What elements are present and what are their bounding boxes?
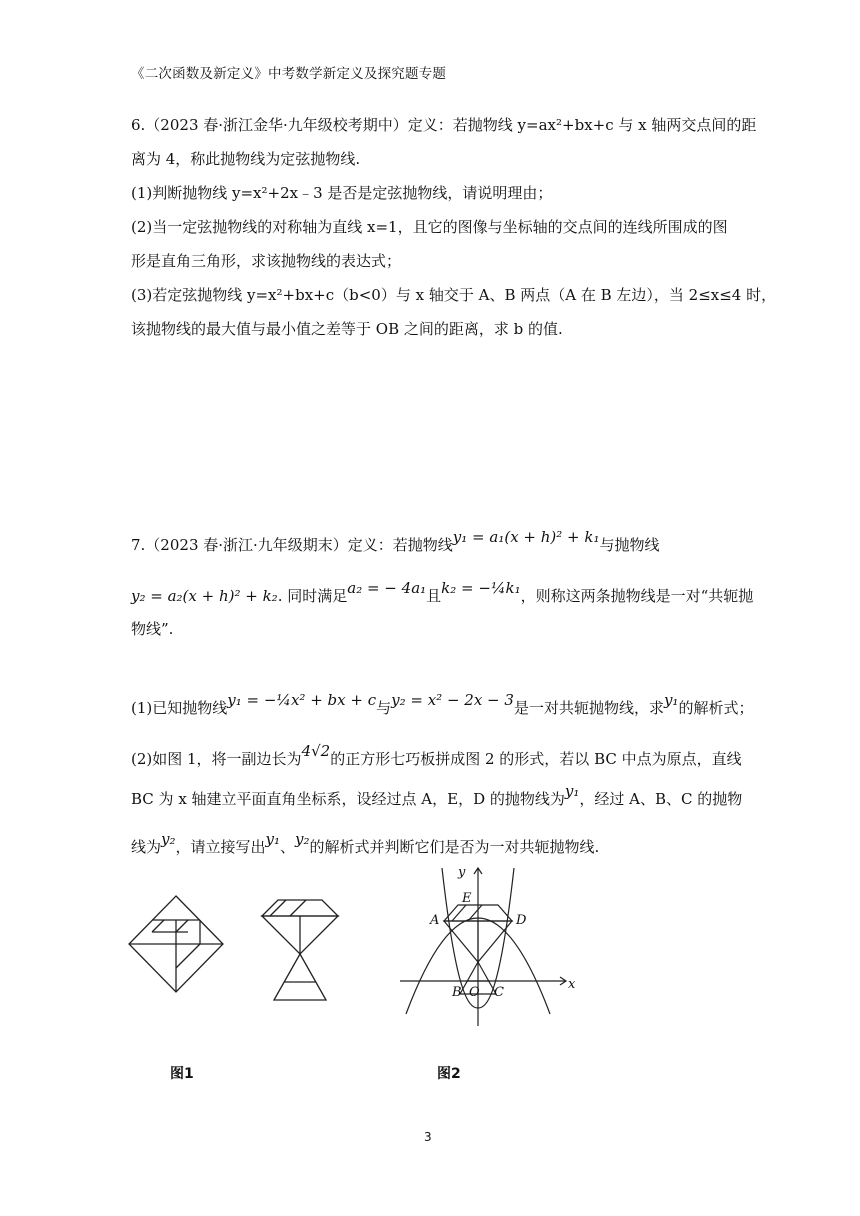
tangram-line: [452, 905, 466, 921]
q7-p2-text-a: (2)如图 1，将一副边长为: [131, 750, 302, 768]
q7-text-b: 且: [426, 587, 442, 605]
q7-part-2-line-3: [131, 830, 600, 857]
figure-1-tangram-goblet: [258, 896, 342, 1004]
q7-p2-l3-text-c: 、: [280, 838, 296, 856]
q7-p2-eq-y2: y₂: [161, 830, 176, 848]
q7-p1-eq-y1b: y₁: [663, 691, 679, 709]
q6-part-3-line-2: 该抛物线的最大值与最小值之差等于 OB 之间的距离，求 b 的值.: [131, 320, 563, 338]
q7-p2-eq-side: 4√2: [301, 742, 331, 760]
q7-text-c: ，则称这两条抛物线是一对“共轭抛: [520, 587, 754, 605]
q7-intro: 7.（2023 春·浙江·九年级期末）定义：若抛物线: [131, 536, 453, 554]
q7-text-a: . 同时满足: [277, 587, 348, 605]
q6-part-2-line-2: 形是直角三角形，求该抛物线的表达式；: [131, 252, 402, 270]
goblet-rim: [262, 900, 338, 916]
q7-part-1: [131, 691, 754, 718]
figure-1-caption: 图1: [170, 1066, 194, 1082]
tangram-line: [152, 920, 164, 932]
q6-part-3-line-1: (3)若定弦抛物线 y=x²+bx+c（b<0）与 x 轴交于 A、B 两点（A 在 B 左边），当 2≤x≤4 时，: [131, 286, 777, 304]
q7-line-1: [131, 528, 660, 555]
q7-p2-l3-text-d: 的解析式并判断它们是否为一对共轭抛物线.: [309, 838, 600, 856]
q6-part-2-line-1: (2)当一定弦抛物线的对称轴为直线 x=1，且它的图像与坐标轴的交点间的连线所围成的图: [131, 218, 728, 236]
label-A: A: [430, 913, 440, 928]
q7-p1-eq-y1: y₁ = −¼x² + bx + c: [227, 691, 377, 709]
tangram-line: [290, 900, 306, 916]
q7-p2-l3-text-a: 线为: [131, 838, 162, 856]
q7-p1-eq-y2: y₂ = x² − 2x − 3: [391, 691, 514, 709]
q7-line-2: [131, 579, 754, 606]
figure-2-caption: 图2: [437, 1066, 461, 1082]
label-y: y: [458, 865, 466, 880]
q7-line-3: 物线”.: [131, 620, 174, 638]
label-x: x: [568, 977, 576, 992]
q7-p2-eq-y1: y₁: [564, 782, 580, 800]
tangram-line: [176, 944, 200, 968]
q7-p2-eq-y1b: y₁: [265, 830, 281, 848]
q7-eq-y1: y₁ = a₁(x + h)² + k₁: [452, 528, 600, 546]
q7-p2-eq-y2b: y₂: [295, 830, 310, 848]
q7-p2-text-b: 的正方形七巧板拼成图 2 的形式，若以 BC 中点为原点，直线: [330, 750, 742, 768]
label-B: B: [452, 985, 462, 1000]
goblet-stem: [274, 954, 326, 1000]
q7-p2-l2-text: BC 为 x 轴建立平面直角坐标系，设经过点 A，E，D 的抛物线为: [131, 790, 565, 808]
q7-p2-l2-text-b: ，经过 A、B、C 的抛物: [579, 790, 743, 808]
q7-p1-text-a: (1)已知抛物线: [131, 699, 228, 717]
figure-2-coordinate-diagram: [396, 862, 586, 1028]
q6-line-2: 离为 4，称此抛物线为定弦抛物线.: [131, 150, 361, 168]
q7-eq-y2: y₂ = a₂(x + h)² + k₂: [131, 587, 278, 605]
q7-p2-l3-text-b: ，请立接写出: [175, 838, 266, 856]
label-E: E: [462, 891, 472, 906]
q7-part-2-line-2: [131, 782, 743, 809]
q7-p1-text-b: 与: [376, 699, 392, 717]
q7-eq-a2: a₂ = − 4a₁: [347, 579, 427, 597]
q6-part-1: (1)判断抛物线 y=x²+2x﹣3 是否是定弦抛物线，请说明理由；: [131, 184, 553, 202]
tangram-line: [270, 900, 286, 916]
label-O: O: [469, 985, 480, 1000]
tangram-line: [176, 920, 188, 932]
q7-eq-k2: k₂ = −¼k₁: [441, 579, 521, 597]
q6-line-1: 6.（2023 春·浙江金华·九年级校考期中）定义：若抛物线 y=ax²+bx+c 与 x 轴两交点间的距: [131, 116, 757, 134]
q7-part-2-line-1: [131, 742, 742, 769]
q7-p1-text-c: 是一对共轭抛物线，求: [513, 699, 664, 717]
page-header: 《二次函数及新定义》中考数学新定义及探究题专题: [131, 66, 447, 82]
figure-1-tangram-square: [126, 892, 228, 998]
q7-p1-text-d: 的解析式；: [678, 699, 754, 717]
label-D: D: [516, 913, 527, 928]
q7-intro-b: 与抛物线: [599, 536, 660, 554]
label-C: C: [494, 985, 504, 1000]
page-number: 3: [424, 1130, 432, 1144]
